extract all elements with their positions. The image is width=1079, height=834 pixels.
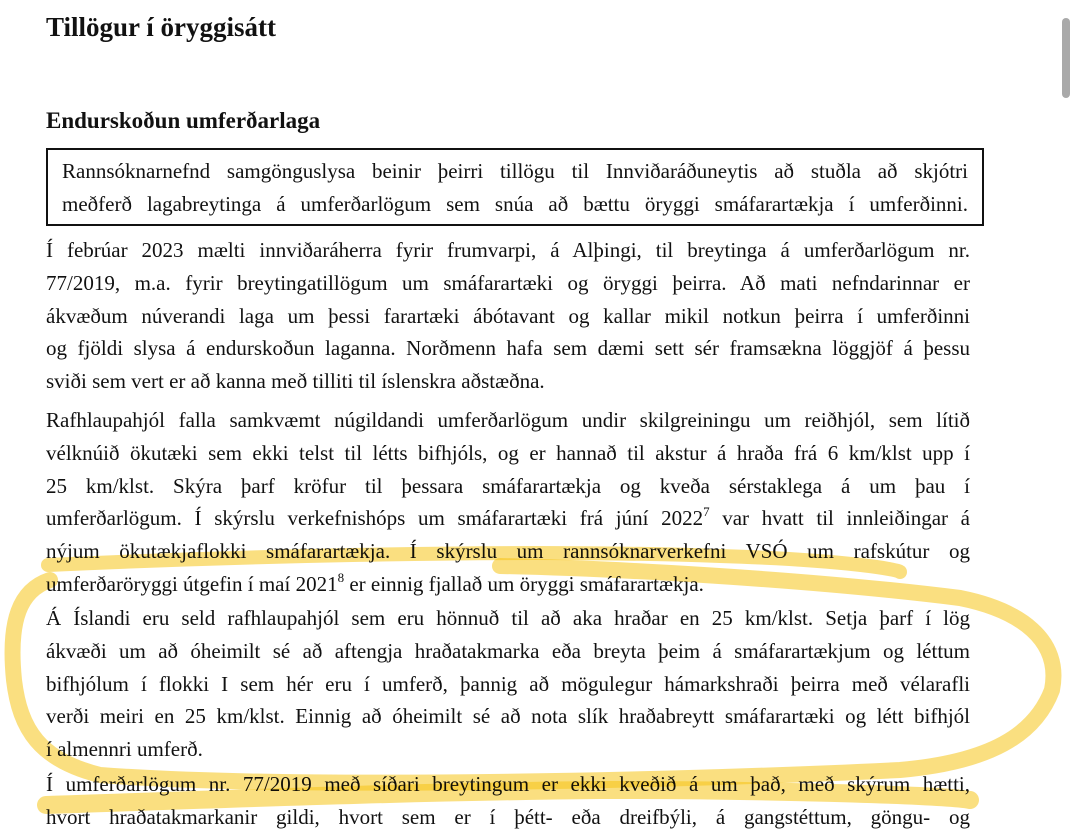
recommendation-line: Rannsóknarnefnd samgönguslysa beinir þeirri tillögu til Innviðaráðuneytis að stuðla að skjótri bbox=[62, 159, 968, 183]
text-line bbox=[46, 502, 970, 535]
paragraph-2 bbox=[46, 404, 970, 601]
text-segment: umferðaröryggi útgefin í maí 2021 bbox=[46, 571, 338, 596]
paragraph-1 bbox=[46, 234, 970, 398]
text-line bbox=[46, 568, 970, 601]
footnote-ref-8[interactable]: 8 bbox=[337, 569, 345, 585]
section-title: Endurskoðun umferðarlaga bbox=[46, 108, 321, 133]
recommendation-box bbox=[46, 148, 984, 226]
text-line: Rafhlaupahjól falla samkvæmt núgildandi umferðarlögum undir skilgreiningu um reiðhjól, sem lítið bbox=[46, 408, 970, 432]
text-line: nýjum ökutækjaflokki smáfarartækja. Í skýrslu um rannsóknarverkefni VSÓ um rafskútur og bbox=[46, 539, 970, 564]
text-line: og fjöldi slysa á endurskoðun laganna. Norðmenn hafa sem dæmi sett sér framsækna löggjöf á þessu bbox=[46, 336, 970, 361]
text-line: Í umferðarlögum nr. 77/2019 með síðari breytingum er ekki kveðið á um það, með skýrum hætti, bbox=[46, 772, 970, 796]
text-line: hvort hraðatakmarkanir gildi, hvort sem er í þétt- eða dreifbýli, á gangstéttum, göngu- og bbox=[46, 804, 970, 829]
text-segment: er einnig fjallað um öryggi smáfarartækja. bbox=[344, 571, 704, 596]
recommendation-line: meðferð lagabreytinga á umferðarlögum sem snúa að bættu öryggi smáfarartækja í umferðinni. bbox=[62, 191, 968, 216]
paragraph-3 bbox=[46, 602, 970, 766]
text-line: Í febrúar 2023 mælti innviðaráherra fyrir frumvarpi, á Alþingi, til breytinga á umferðarlögum nr. bbox=[46, 238, 970, 262]
text-line: verði meiri en 25 km/klst. Einnig að óheimilt sé að nota slík hraðabreytt smáfarartæki og létt bifhjól bbox=[46, 704, 970, 729]
text-line: í almennri umferð. bbox=[46, 737, 203, 762]
paragraph-4 bbox=[46, 768, 970, 834]
scrollbar-thumb[interactable] bbox=[1062, 18, 1070, 98]
text-line: 25 km/klst. Skýra þarf kröfur til þessara smáfarartækja og kveða sérstaklega á um þau í bbox=[46, 473, 970, 498]
text-line: bifhjólum í flokki I sem hér eru í umferð, þannig að mögulegur hámarkshraði þeirra með vélarafli bbox=[46, 671, 970, 696]
text-line: vélknúið ökutæki sem ekki telst til létts bifhjóls, og er hannað til akstur á hraða frá 6 km/klst upp í bbox=[46, 440, 970, 465]
text-line: ákvæði um að óheimilt sé að aftengja hraðatakmarka eða breyta þeim á smáfarartækjum og léttum bbox=[46, 638, 970, 663]
text-line: sviði sem vert er að kanna með tilliti til íslenskra aðstæðna. bbox=[46, 369, 545, 394]
text-line: Á Íslandi eru seld rafhlaupahjól sem eru hönnuð til að aka hraðar en 25 km/klst. Setja þarf í lög bbox=[46, 606, 970, 630]
text-line: 77/2019, m.a. fyrir breytingatillögum um smáfarartæki og öryggi þeirra. Að mati nefndarinnar er bbox=[46, 270, 970, 295]
page-title: Tillögur í öryggisátt bbox=[46, 12, 277, 42]
text-segment: var hvatt til innleiðingar á bbox=[709, 506, 970, 531]
text-line: ákvæðum núverandi laga um þessi farartæki ábótavant og kallar mikil notkun þeirra í umferðinni bbox=[46, 303, 970, 328]
footnote-ref-7[interactable]: 7 bbox=[703, 504, 710, 520]
text-segment: umferðarlögum. Í skýrslu verkefnishóps um smáfarartæki frá júní 2022 bbox=[46, 506, 704, 531]
